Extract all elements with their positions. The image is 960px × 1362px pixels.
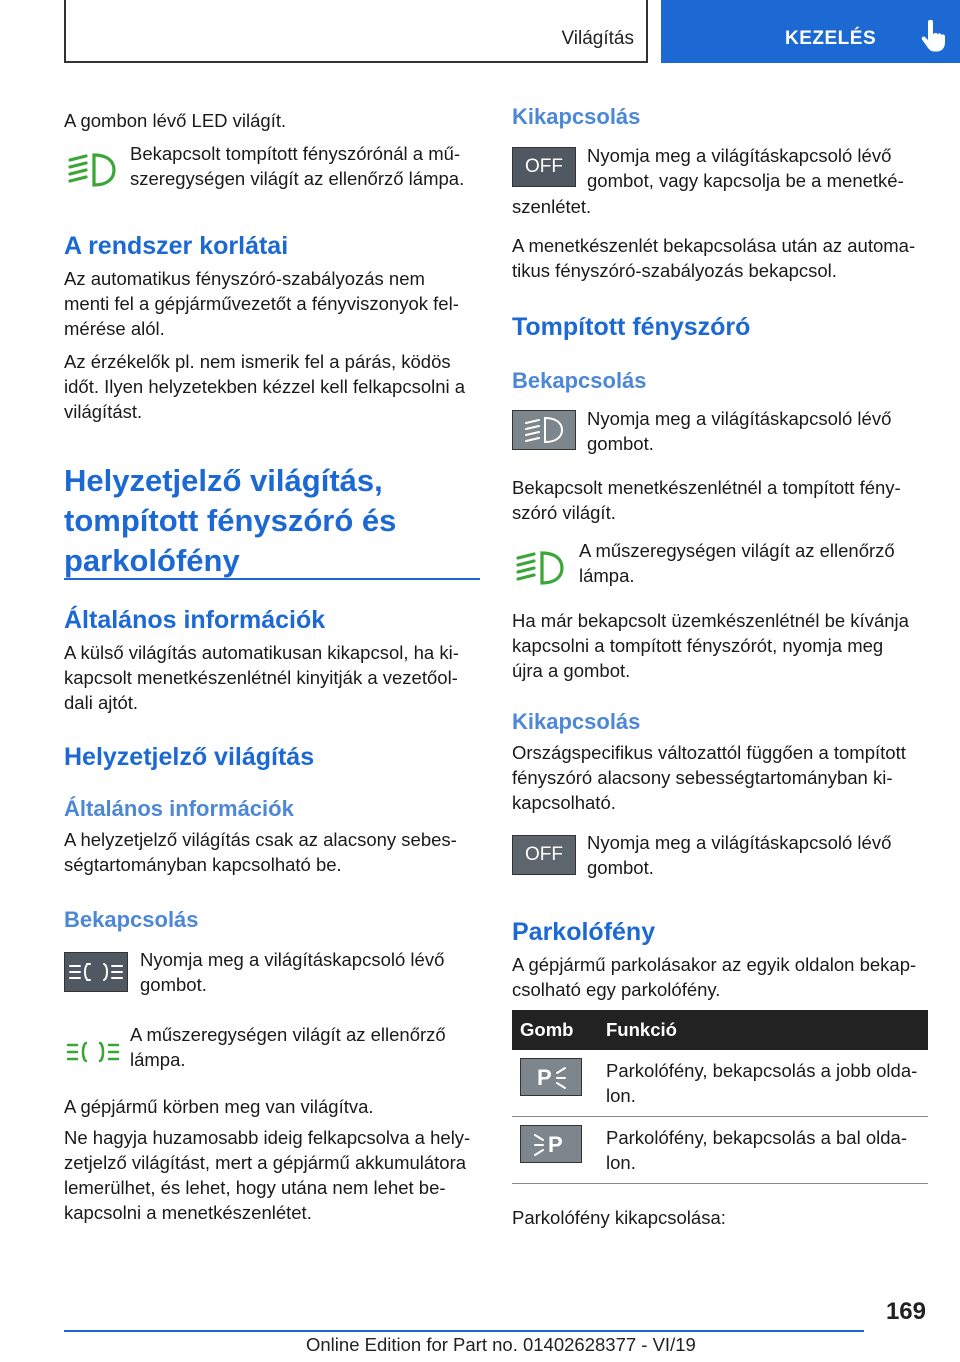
- switch-on-heading: Bekapcsolás: [64, 907, 199, 932]
- parking-text-1: A gépjármű parkolásakor az egyik oldalon bekap-: [512, 954, 917, 975]
- edition-text: Online Edition for Part no. 01402628377 - VI/19: [306, 1334, 696, 1355]
- general-text-1: A külső világítás automatikusan kikapcsol, ha ki-: [64, 642, 459, 663]
- general-info-subheading: Általános információk: [64, 796, 294, 821]
- position-light-indicator-icon: [64, 1037, 124, 1067]
- heading-rule: [64, 578, 480, 580]
- low-beam-indicator-icon: [64, 150, 120, 190]
- parking-right-text-2: lon.: [606, 1085, 636, 1106]
- low-beam-on-text-1: Nyomja meg a világításkapcsoló lévő: [587, 408, 892, 429]
- low-beam-off-text-3: kapcsolható.: [512, 792, 616, 813]
- parking-light-heading: Parkolófény: [512, 918, 656, 946]
- off-text-1: Nyomja meg a világításkapcsoló lévő: [587, 145, 892, 166]
- main-heading-1: Helyzetjelző világítás,: [64, 463, 383, 498]
- chapter-label: KEZELÉS: [785, 28, 877, 49]
- switch-off-heading: Kikapcsolás: [512, 104, 641, 129]
- main-heading-3: parkolófény: [64, 543, 240, 578]
- auto-text-1: A menetkészenlét bekapcsolása után az automa-: [512, 235, 916, 256]
- parking-right-text-1: Parkolófény, bekapcsolás a jobb olda-: [606, 1060, 918, 1081]
- low-beam-standby-text-2: szóró világít.: [512, 502, 616, 523]
- table-header-button: Gomb: [512, 1010, 598, 1050]
- low-beam-off-text-2: fényszóró alacsony sebességtartományban ki-: [512, 767, 893, 788]
- low-beam-off-text-1: Országspecifikus változattól függően a tompított: [512, 742, 906, 763]
- warning-text-2: zetjelző világítást, mert a gépjármű akkumulátora: [64, 1152, 467, 1173]
- warning-text-3: lemerülhet, és lehet, hogy utána nem lehet be-: [64, 1177, 446, 1198]
- auto-text-2: tikus fényszóró-szabályozás bekapcsol.: [512, 260, 837, 281]
- hand-pointer-icon: [919, 20, 947, 54]
- off-button-image: [512, 147, 576, 187]
- table-header-function: Funkció: [598, 1010, 928, 1050]
- parking-off-text: Parkolófény kikapcsolása:: [512, 1207, 726, 1228]
- low-beam-engine-text-3: újra a gombot.: [512, 660, 631, 681]
- limits-text-1b: menti fel a gépjárművezetőt a fényviszonyok fel-: [64, 293, 459, 314]
- low-beam-indicator-text-1: A műszeregységen világít az ellenőrző: [579, 540, 895, 561]
- section-tab: [64, 0, 648, 63]
- parking-left-icon: [531, 1130, 571, 1158]
- parking-left-text-2: lon.: [606, 1152, 636, 1173]
- parking-right-button: [520, 1058, 582, 1096]
- position-indicator-text-1: A műszeregységen világít az ellenőrző: [130, 1024, 446, 1045]
- general-text-2: kapcsolt menetkészenlétnél kinyitják a vezetőol-: [64, 667, 458, 688]
- off-text-3: szenlétet.: [512, 196, 592, 217]
- footer-rule: [64, 1330, 864, 1332]
- position-on-text-2: gombot.: [140, 974, 207, 995]
- parking-right-icon: [531, 1063, 571, 1091]
- limits-heading: A rendszer korlátai: [64, 232, 289, 260]
- chapter-badge[interactable]: [661, 0, 960, 63]
- low-beam-on-heading: Bekapcsolás: [512, 368, 647, 393]
- low-beam-engine-text-2: kapcsolni a tompított fényszórót, nyomja meg: [512, 635, 884, 656]
- general-text-3: dali ajtót.: [64, 692, 139, 713]
- off-button-label: OFF: [525, 156, 563, 177]
- parking-text-2: csolható egy parkolófény.: [512, 979, 721, 1000]
- low-beam-indicator-text-2: szeregységen világít az ellenőrző lámpa.: [130, 168, 465, 189]
- page-number: 169: [885, 1298, 926, 1325]
- general-info-heading: Általános információk: [64, 606, 326, 634]
- led-text: A gombon lévő LED világít.: [64, 110, 287, 131]
- table-row: [512, 1117, 928, 1184]
- parking-left-button: [520, 1125, 582, 1163]
- low-beam-indicator-text: Bekapcsolt tompított fényszórónál a mű-: [130, 143, 461, 164]
- position-light-heading: Helyzetjelző világítás: [64, 743, 315, 771]
- low-beam-off2-text-2: gombot.: [587, 857, 654, 878]
- parking-light-table: [512, 1010, 928, 1184]
- low-beam-heading: Tompított fényszóró: [512, 313, 751, 341]
- svg-text:P: P: [537, 1065, 552, 1090]
- svg-text:P: P: [548, 1132, 563, 1157]
- low-beam-engine-text-1: Ha már bekapcsolt üzemkészenlétnél be kívánja: [512, 610, 909, 631]
- low-beam-button: [512, 410, 576, 450]
- limits-text-1a: Az automatikus fényszóró-szabályozás nem: [64, 268, 425, 289]
- off-button-image-2: [512, 835, 576, 875]
- off-button-label-2: OFF: [525, 844, 563, 865]
- low-beam-off-heading: Kikapcsolás: [512, 709, 641, 734]
- position-indicator-text-2: lámpa.: [130, 1049, 186, 1070]
- warning-text-1: Ne hagyja huzamosabb ideig felkapcsolva a hely-: [64, 1127, 471, 1148]
- low-beam-off2-text-1: Nyomja meg a világításkapcsoló lévő: [587, 832, 892, 853]
- limits-text-2b: időt. Ilyen helyzetekben kézzel kell felkapcsolni a: [64, 376, 466, 397]
- low-beam-indicator-icon-2: [512, 548, 568, 588]
- off-text-2: gombot, vagy kapcsolja be a menetké-: [587, 170, 904, 191]
- main-heading-2: tompított fényszóró és: [64, 503, 397, 538]
- limits-text-2a: Az érzékelők pl. nem ismerik fel a párás, ködös: [64, 351, 451, 372]
- general2-text-2: ségtartományban kapcsolható be.: [64, 854, 342, 875]
- warning-text-4: kapcsolni a menetkészenlétet.: [64, 1202, 312, 1223]
- parking-left-text-1: Parkolófény, bekapcsolás a bal olda-: [606, 1127, 907, 1148]
- position-light-button: [64, 952, 128, 992]
- general2-text-1: A helyzetjelző világítás csak az alacsony sebes-: [64, 829, 457, 850]
- limits-text-2c: világítást.: [64, 401, 143, 422]
- table-row: [512, 1050, 928, 1117]
- limits-text-1c: mérése alól.: [64, 318, 165, 339]
- section-title: Világítás: [561, 28, 634, 49]
- low-beam-indicator-text-2: lámpa.: [579, 565, 635, 586]
- position-light-icon: [66, 957, 126, 987]
- low-beam-on-text-2: gombot.: [587, 433, 654, 454]
- vehicle-lit-text: A gépjármű körben meg van világítva.: [64, 1096, 374, 1117]
- position-on-text-1: Nyomja meg a világításkapcsoló lévő: [140, 949, 445, 970]
- low-beam-standby-text-1: Bekapcsolt menetkészenlétnél a tompított fény-: [512, 477, 901, 498]
- low-beam-icon: [521, 414, 567, 446]
